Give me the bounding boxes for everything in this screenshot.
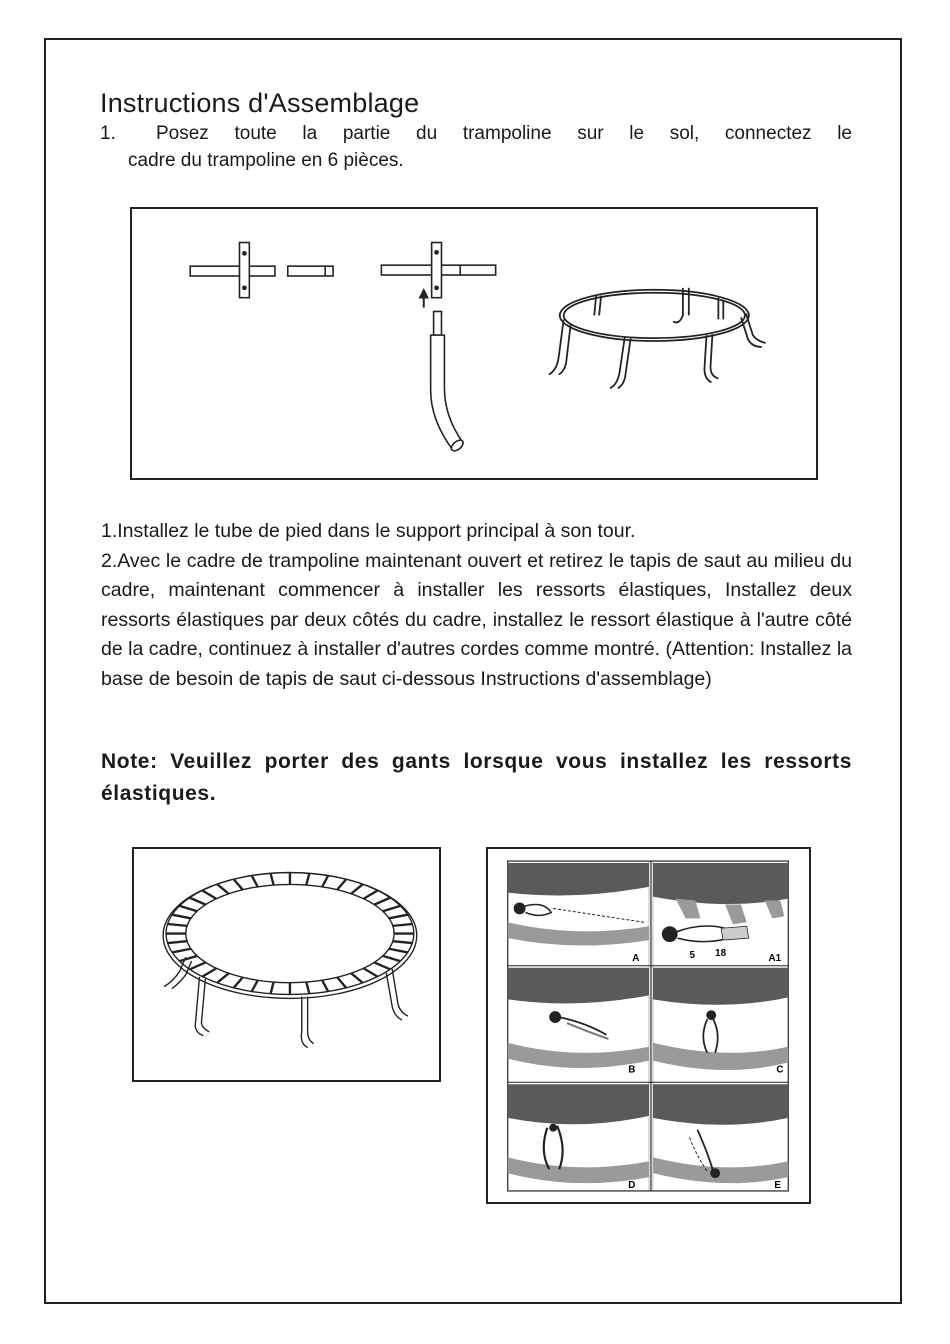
- spring: [172, 915, 191, 919]
- panel-d-label: D: [628, 1179, 636, 1191]
- spring: [322, 876, 328, 887]
- step-1-line-1: [100, 120, 852, 147]
- part-number-18: 18: [715, 947, 727, 959]
- spring: [172, 949, 191, 953]
- straight-tube: [288, 266, 333, 276]
- spring: [217, 884, 229, 894]
- spring: [364, 968, 378, 976]
- spring: [393, 941, 412, 943]
- spring: [383, 906, 401, 911]
- spring: [180, 956, 198, 961]
- page-title: Instructions d'Assemblage: [100, 88, 420, 118]
- figure-spring-installation-steps: [486, 847, 811, 1204]
- spring: [202, 890, 216, 898]
- panel-a-label: A: [632, 952, 640, 964]
- spring: [234, 879, 243, 889]
- spring: [202, 968, 216, 976]
- panel-e-label: E: [774, 1179, 782, 1191]
- panel-a1-label: A1: [768, 952, 782, 964]
- spring: [271, 873, 274, 885]
- assembled-frame: [549, 288, 766, 389]
- spring: [306, 873, 309, 885]
- panel-c-label: C: [776, 1064, 784, 1076]
- step-1-line-2: cadre du trampoline en 6 pièces.: [128, 150, 404, 171]
- spring: [252, 980, 258, 991]
- spring: [374, 962, 390, 969]
- spring: [306, 982, 309, 994]
- spring: [271, 982, 274, 994]
- spring: [351, 973, 363, 983]
- spring: [337, 879, 346, 889]
- spring: [168, 924, 187, 926]
- instruction-item-1: 1.Installez le tube de pied dans le support principal à son tour.: [101, 520, 636, 542]
- figure-trampoline-springs: [132, 847, 441, 1082]
- step-1: [100, 120, 852, 174]
- panel-b-label: B: [628, 1064, 636, 1076]
- t-connector-left: [190, 243, 275, 298]
- spring: [383, 956, 401, 961]
- spring: [217, 973, 229, 983]
- step-1-text: Posez toute la partie du trampoline sur le sol, connectez le: [156, 123, 852, 144]
- spring: [190, 898, 206, 905]
- part-number-5: 5: [689, 949, 695, 961]
- spring: [168, 941, 187, 943]
- spring: [190, 962, 206, 969]
- spring: [389, 915, 408, 919]
- spring: [322, 980, 328, 991]
- spring: [234, 977, 243, 987]
- safety-note: Note: Veuillez porter des gants lorsque vous installez les ressorts élastiques.: [101, 750, 852, 805]
- spring: [252, 876, 258, 887]
- frame-assembly-illustration: [132, 209, 816, 478]
- spring: [351, 884, 363, 894]
- spring: [364, 890, 378, 898]
- spring: [337, 977, 346, 987]
- spring: [389, 949, 408, 953]
- step-1-number: 1.: [100, 123, 116, 144]
- spring: [180, 906, 198, 911]
- trampoline-illustration: [134, 849, 439, 1080]
- spring: [393, 924, 412, 926]
- spring: [374, 898, 390, 905]
- figure-frame-assembly: [130, 207, 818, 480]
- t-connector-middle: [381, 243, 495, 298]
- up-arrow-icon: [420, 290, 428, 308]
- leg-tube: [431, 311, 465, 452]
- instructions-paragraph: [101, 517, 852, 694]
- installation-steps-illustration: [488, 849, 809, 1202]
- instruction-item-2: 2.Avec le cadre de trampoline maintenant ouvert et retirez le tapis de saut au milieu du cadre, maintenant commencer à installer les ressorts élastiques, Installez deux ressorts élastiques par deux côtés du cadre, installez le ressort élastique à l'autre côté de la cadre, continuez à installer d'autres cordes comme montré. (Attention: Installez la base de besoin de tapis de saut ci-dessous Instructions d'assemblage): [101, 549, 852, 690]
